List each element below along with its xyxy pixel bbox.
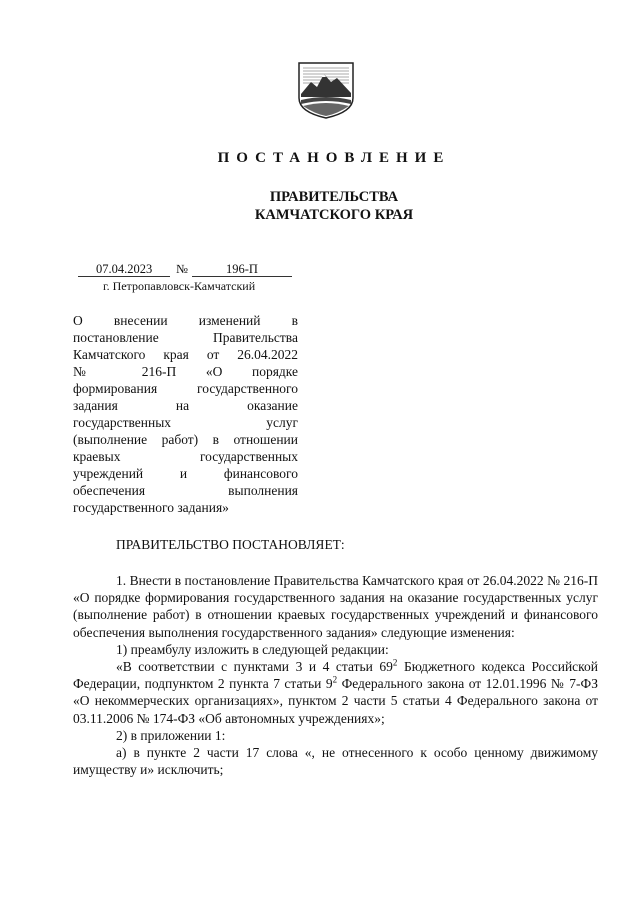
decree-heading: ПРАВИТЕЛЬСТВО ПОСТАНОВЛЯЕТ: <box>116 537 345 552</box>
document-date: 07.04.2023 <box>96 262 153 276</box>
subject-line: О внесении изменений в <box>73 313 298 328</box>
kamchatka-emblem-icon <box>297 60 355 120</box>
subject-line: (выполнение работ) в отношении <box>73 432 298 447</box>
subject-line: краевых государственных <box>73 449 298 464</box>
number-underline <box>192 276 292 277</box>
body-paragraph: 2) в приложении 1: <box>116 727 226 743</box>
authority-line-2: КАМЧАТСКОГО КРАЯ <box>254 207 414 223</box>
subject-line: учреждений и финансового <box>73 466 298 481</box>
number-sign: № <box>176 262 188 276</box>
paragraph-text: Бюджетного кодекса Российской Федерации, подпунктом 2 пункта 7 статьи 9 <box>73 659 599 692</box>
document-body <box>73 572 598 778</box>
body-paragraph <box>73 658 598 727</box>
subject-line: формирования государственного <box>73 381 298 396</box>
subject-line: задания на оказание <box>73 398 298 413</box>
superscript: 2 <box>392 657 398 668</box>
subject-line: постановление Правительства <box>73 330 298 345</box>
subject-line: № 216-П «О порядке <box>73 364 298 379</box>
paragraph-text: Федерального закона от 12.01.1996 № 7-ФЗ «О некоммерческих организациях», пунктом 2 части 5 статьи 4 Федерального закона от 03.11.2006 № 174-ФЗ «Об автономных учреждениях»; <box>73 676 598 726</box>
document-subject <box>73 312 298 516</box>
body-paragraph: а) в пункте 2 части 17 слова «, не отнесенного к особо ценному движимому имуществу и» исключить; <box>73 745 598 778</box>
authority-line-1: ПРАВИТЕЛЬСТВА <box>269 189 399 205</box>
body-paragraph: 1) преамбулу изложить в следующей редакции: <box>116 641 389 657</box>
paragraph-text: «В соответствии с пунктами 3 и 4 статьи 69 <box>116 659 393 675</box>
document-city: г. Петропавловск-Камчатский <box>103 279 256 293</box>
date-underline <box>78 276 170 277</box>
subject-line: государственных услуг <box>73 415 298 430</box>
issuing-authority <box>0 188 640 224</box>
document-type-title: ПОСТАНОВЛЕНИЕ <box>217 150 451 166</box>
subject-line: государственного задания» <box>73 500 229 515</box>
subject-line: Камчатского края от 26.04.2022 <box>73 347 298 362</box>
subject-line: обеспечения выполнения <box>73 483 298 498</box>
superscript: 2 <box>332 674 338 685</box>
body-paragraph: 1. Внести в постановление Правительства Камчатского края от 26.04.2022 № 216-П «О порядке формирования государственного задания на оказание государственных услуг (выполнение работ) в отношении краевых государственных учреждений и финансового обеспечения выполнения государственного задания» следующие изменения: <box>73 573 598 640</box>
document-number: 196-П <box>226 262 258 276</box>
